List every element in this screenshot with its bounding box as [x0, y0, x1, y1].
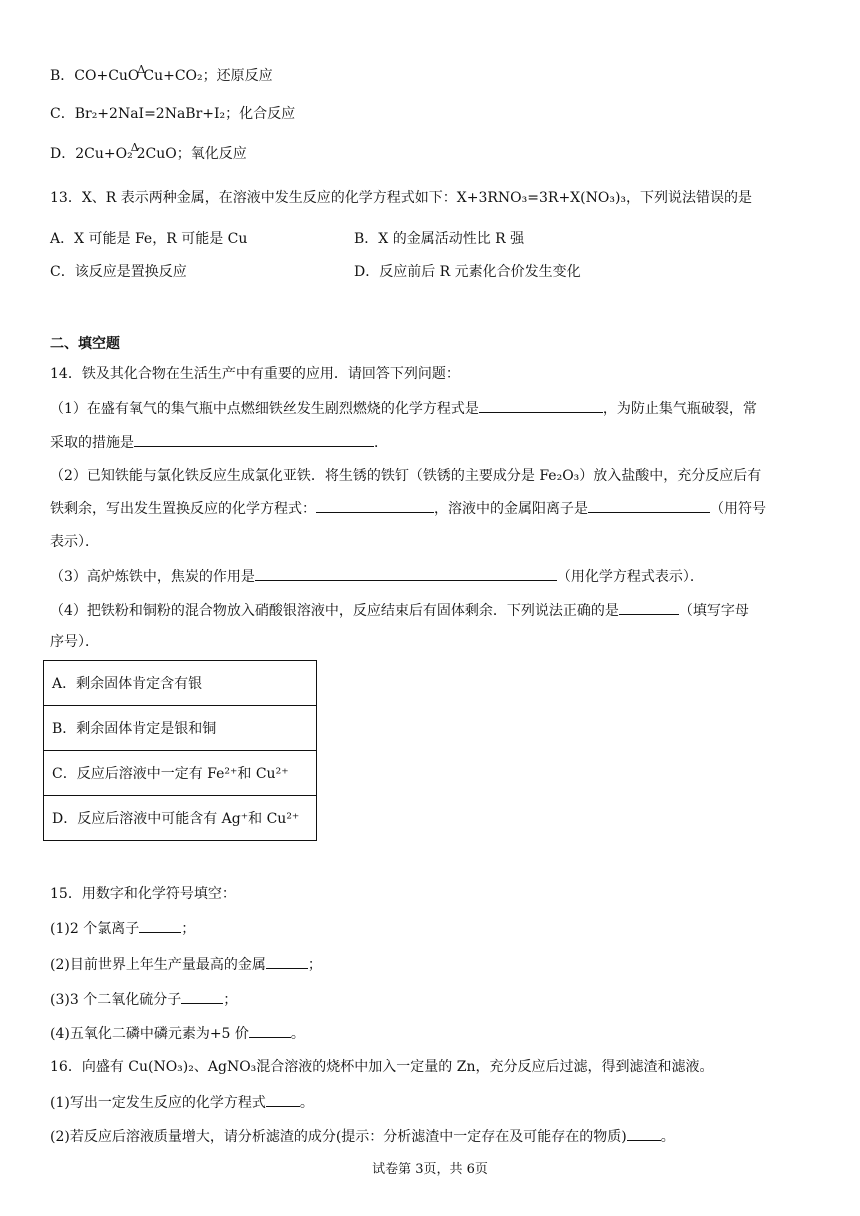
q14-part1-text: （1）在盛有氧气的集气瓶中点燃细铁丝发生剧烈燃烧的化学方程式是 [50, 401, 479, 417]
q16-part2-text: (2)若反应后溶液质量增大，请分析滤渣的成分(提示：分析滤渣中一定存在及可能存在的物质) [50, 1129, 627, 1145]
q13-option-c: C．该反应是置换反应 [50, 264, 187, 280]
answer-blank[interactable] [266, 1092, 300, 1107]
q15-item-3 [50, 989, 237, 1010]
q13-option-d: D．反应前后 R 元素化合价发生变化 [354, 264, 581, 280]
q14-part2: （2）已知铁能与氯化铁反应生成氯化亚铁．将生锈的铁钉（铁锈的主要成分是 Fe₂O₃）放入盐酸中，充分反应后有 [50, 468, 762, 484]
q14-part2-note: （用符号 [710, 501, 766, 517]
q14-part1-end: ． [374, 435, 388, 451]
q14-part2-end: 表示）． [50, 534, 99, 550]
answer-blank[interactable] [139, 918, 181, 933]
q15-item-text: (1)2 个氯离子 [50, 921, 140, 937]
q14-option-b: B．剩余固体肯定是银和铜 [44, 706, 317, 751]
section-title: 二、填空题 [50, 336, 120, 352]
q15-item-2 [50, 954, 322, 975]
q14-part2-cont [50, 498, 766, 519]
q14-part1-cont [50, 432, 388, 453]
q13-stem-text: 13．X、R 表示两种金属，在溶液中发生反应的化学方程式如下： [50, 190, 457, 206]
answer-blank[interactable] [619, 600, 679, 615]
q14-part4-end: 序号）． [50, 634, 99, 650]
answer-blank[interactable] [627, 1126, 661, 1141]
table-row [44, 796, 317, 841]
q15-item-end: ； [223, 992, 238, 1008]
q14-part4-text: （4）把铁粉和铜粉的混合物放入硝酸银溶液中，反应结束后有固体剩余．下列说法正确的是 [50, 603, 619, 619]
q14-part3-tail: （用化学方程式表示）． [556, 569, 704, 585]
page-footer: 试卷第 3页，共 6页 [372, 1162, 488, 1177]
q14-part4-tail: （填写字母 [678, 603, 749, 619]
q15-item-end: ； [307, 957, 322, 973]
q16-part1 [50, 1092, 314, 1113]
q12-option-d [50, 141, 247, 165]
q14-part2-text: 铁剩余，写出发生置换反应的化学方程式： [50, 501, 316, 517]
q14-part3-text: （3）高炉炼铁中，焦炭的作用是 [50, 569, 255, 585]
answer-blank[interactable] [249, 1023, 291, 1038]
answer-blank[interactable] [134, 432, 374, 447]
q13-stem-tail: ，下列说法错误的是 [626, 190, 753, 206]
answer-blank[interactable] [181, 989, 223, 1004]
q12-option-b-text: B．CO+CuO [50, 68, 140, 84]
q12-option-b-tail: Cu+CO₂；还原反应 [143, 68, 273, 84]
q14-part3 [50, 566, 704, 587]
q12-option-c: C．Br₂+2NaI=2NaBr+I₂；化合反应 [50, 106, 296, 122]
q16-part2-end: 。 [660, 1129, 675, 1145]
q16-part1-end: 。 [299, 1095, 314, 1111]
q13-option-a: A．X 可能是 Fe，R 可能是 Cu [50, 231, 248, 247]
q14-part1-tail: ，为防止集气瓶破裂，常 [602, 401, 757, 417]
q13-option-b: B．X 的金属活动性比 R 强 [354, 231, 525, 247]
q15-item-text: (3)3 个二氧化硫分子 [50, 992, 182, 1008]
answer-blank[interactable] [266, 954, 308, 969]
table-row [44, 751, 317, 796]
answer-blank[interactable] [255, 566, 557, 581]
answer-blank[interactable] [479, 398, 603, 413]
q15-stem: 15．用数字和化学符号填空： [50, 886, 236, 902]
q15-item-end: ； [181, 921, 196, 937]
q14-option-a: A．剩余固体肯定含有银 [44, 661, 317, 706]
q12-option-b [50, 63, 273, 87]
q15-item-text: (2)目前世界上年生产量最高的金属 [50, 957, 266, 973]
heat-symbol: Δ [137, 63, 146, 76]
q14-part4 [50, 600, 749, 621]
q13-equation: X+3RNO₃=3R+X(NO₃)₃ [456, 190, 627, 206]
heat-symbol: Δ [130, 141, 139, 154]
q16-stem: 16．向盛有 Cu(NO₃)₂、AgNO₃混合溶液的烧杯中加入一定量的 Zn，充分反应后过滤，得到滤渣和滤液。 [50, 1059, 714, 1075]
q14-part2-ions: ，溶液中的金属阳离子是 [434, 501, 588, 517]
q14-part1-measure: 采取的措施是 [50, 435, 134, 451]
answer-blank[interactable] [316, 498, 434, 513]
q16-part1-text: (1)写出一定发生反应的化学方程式 [50, 1095, 266, 1111]
q15-item-text: (4)五氧化二磷中磷元素为+5 价 [50, 1026, 249, 1042]
q12-option-d-tail: 2CuO；氧化反应 [136, 146, 247, 162]
q14-options-table [43, 660, 317, 841]
q13-stem [50, 188, 752, 208]
q14-option-d: D．反应后溶液中可能含有 Ag⁺和 Cu²⁺ [44, 796, 317, 841]
q14-stem: 14．铁及其化合物在生活生产中有重要的应用．请回答下列问题： [50, 366, 460, 382]
q15-item-end: 。 [290, 1026, 305, 1042]
q15-item-1 [50, 918, 195, 939]
q16-part2 [50, 1126, 675, 1147]
answer-blank[interactable] [588, 498, 710, 513]
q12-option-d-text: D．2Cu+O₂ [50, 146, 133, 162]
q14-option-c: C．反应后溶液中一定有 Fe²⁺和 Cu²⁺ [44, 751, 317, 796]
table-row [44, 706, 317, 751]
q14-part1 [50, 398, 757, 419]
table-row [44, 661, 317, 706]
q15-item-4 [50, 1023, 305, 1044]
